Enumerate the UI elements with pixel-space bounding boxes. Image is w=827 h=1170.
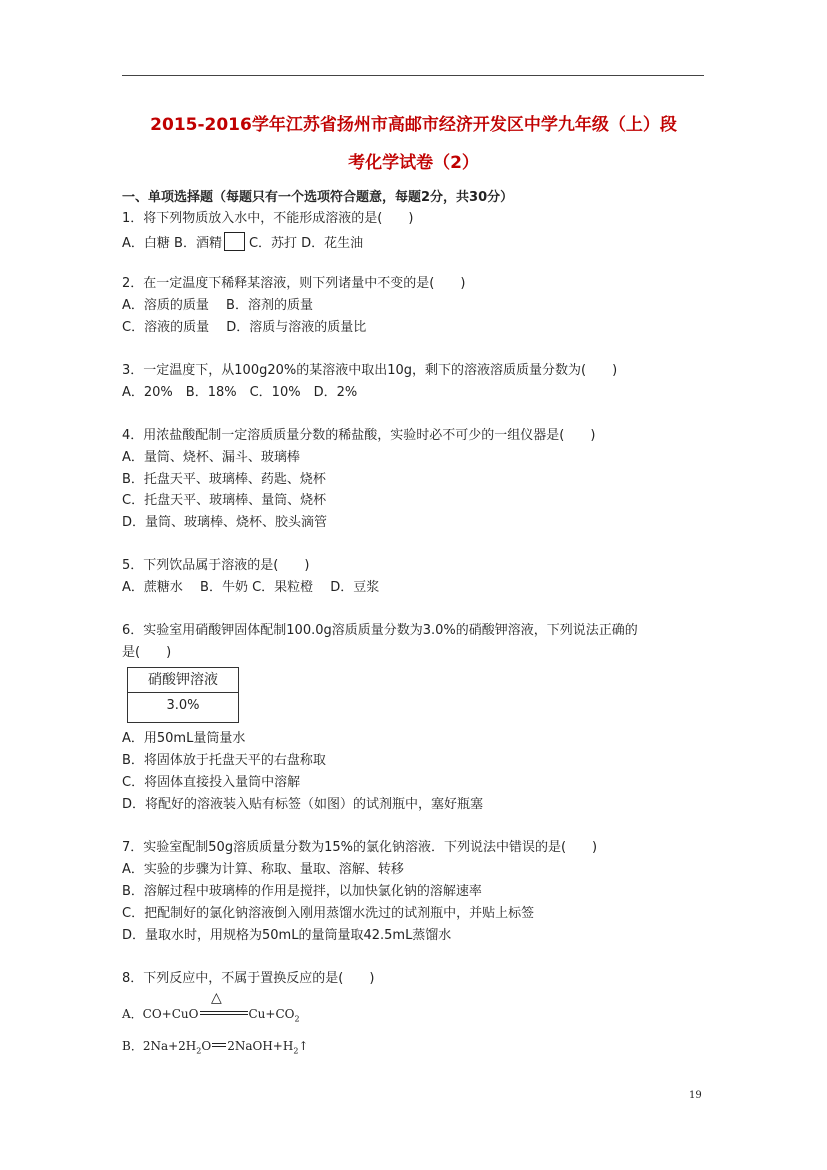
question-7-option-b: B．溶解过程中玻璃棒的作用是搅拌，以加快氯化钠的溶解速率: [122, 884, 482, 899]
question-6-option-d: D．将配好的溶液装入贴有标签（如图）的试剂瓶中，塞好瓶塞: [122, 797, 484, 812]
question-6-stem-line2: 是( ): [122, 645, 172, 660]
question-7-option-a: A．实验的步骤为计算、称取、量取、溶解、转移: [122, 862, 404, 877]
reagent-label-percentage: 3.0%: [166, 698, 200, 713]
question-4-option-c: C．托盘天平、玻璃棒、量筒、烧杯: [122, 493, 327, 508]
question-7-stem: 7．实验室配制50g溶质质量分数为15%的氯化钠溶液．下列说法中错误的是( ): [122, 840, 598, 855]
question-8-option-a-equation: [122, 1005, 300, 1023]
equation-equals-sign: [200, 1011, 248, 1015]
question-1-options-ab: A．白糖 B．酒精: [122, 236, 222, 251]
question-5-stem: 5．下列饮品属于溶液的是( ): [122, 558, 310, 573]
equation-a-products: Cu+CO: [248, 1007, 295, 1021]
equation-b-reactants-end: O: [201, 1039, 212, 1053]
exam-title-line2: 考化学试卷（2）: [348, 153, 479, 173]
page-number: 19: [689, 1090, 702, 1101]
equation-b-reactants: B．2Na+2H: [122, 1039, 197, 1053]
question-2-options-ab: A．溶质的质量 B．溶剂的质量: [122, 298, 313, 313]
question-1-options-cd: C．苏打 D．花生油: [248, 236, 364, 251]
question-2-options-cd: C．溶液的质量 D．溶质与溶液的质量比: [122, 320, 367, 335]
question-6-option-c: C．将固体直接投入量筒中溶解: [122, 775, 301, 790]
subscript: 2: [196, 1046, 202, 1056]
heating-triangle-symbol: △: [211, 990, 222, 1006]
question-6-option-a: A．用50mL量筒量水: [122, 731, 246, 746]
question-8-stem: 8．下列反应中，不属于置换反应的是( ): [122, 971, 375, 986]
question-1-stem: 1．将下列物质放入水中，不能形成溶液的是( ): [122, 211, 414, 226]
question-4-option-a: A．量筒、烧杯、漏斗、玻璃棒: [122, 450, 300, 465]
section-heading: 一、单项选择题（每题只有一个选项符合题意，每题2分，共30分）: [122, 190, 514, 205]
question-3-stem: 3．一定温度下，从100g20%的某溶液中取出10g，剩下的溶液溶质质量分数为( ): [122, 363, 618, 378]
question-6-stem-line1: 6．实验室用硝酸钾固体配制100.0g溶质质量分数为3.0%的硝酸钾溶液，下列说法正确的: [122, 623, 638, 638]
question-4-option-b: B．托盘天平、玻璃棒、药匙、烧杯: [122, 472, 326, 487]
question-4-stem: 4．用浓盐酸配制一定溶质质量分数的稀盐酸，实验时必不可少的一组仪器是( ): [122, 428, 596, 443]
question-8-option-b-equation: [122, 1037, 308, 1055]
answer-box: [224, 232, 245, 251]
reagent-label-figure: [127, 667, 239, 723]
question-3-options: A．20% B．18% C．10% D．2%: [122, 385, 358, 400]
question-7-option-c: C．把配制好的氯化钠溶液倒入刚用蒸馏水洗过的试剂瓶中，并贴上标签: [122, 906, 535, 921]
gas-up-arrow-icon: ↑: [298, 1039, 309, 1053]
subscript: 2: [294, 1014, 300, 1024]
exam-title-line1: 2015-2016学年江苏省扬州市高邮市经济开发区中学九年级（上）段: [150, 115, 677, 135]
question-4-option-d: D．量筒、玻璃棒、烧杯、胶头滴管: [122, 515, 328, 530]
equation-a-reactants: A．CO+CuO: [122, 1007, 199, 1021]
question-6-option-b: B．将固体放于托盘天平的右盘称取: [122, 753, 326, 768]
header-rule: [122, 75, 704, 76]
question-1-options: [122, 232, 363, 253]
question-5-options: A．蔗糖水 B．牛奶 C．果粒橙 D．豆浆: [122, 580, 380, 595]
question-7-option-d: D．量取水时，用规格为50mL的量筒量取42.5mL蒸馏水: [122, 928, 452, 943]
reagent-label-name: 硝酸钾溶液: [128, 668, 238, 693]
subscript: 2: [293, 1046, 299, 1056]
equation-b-products: 2NaOH+H: [227, 1039, 294, 1053]
question-2-stem: 2．在一定温度下稀释某溶液，则下列诸量中不变的是( ): [122, 276, 466, 291]
equation-equals-sign: [212, 1043, 226, 1047]
